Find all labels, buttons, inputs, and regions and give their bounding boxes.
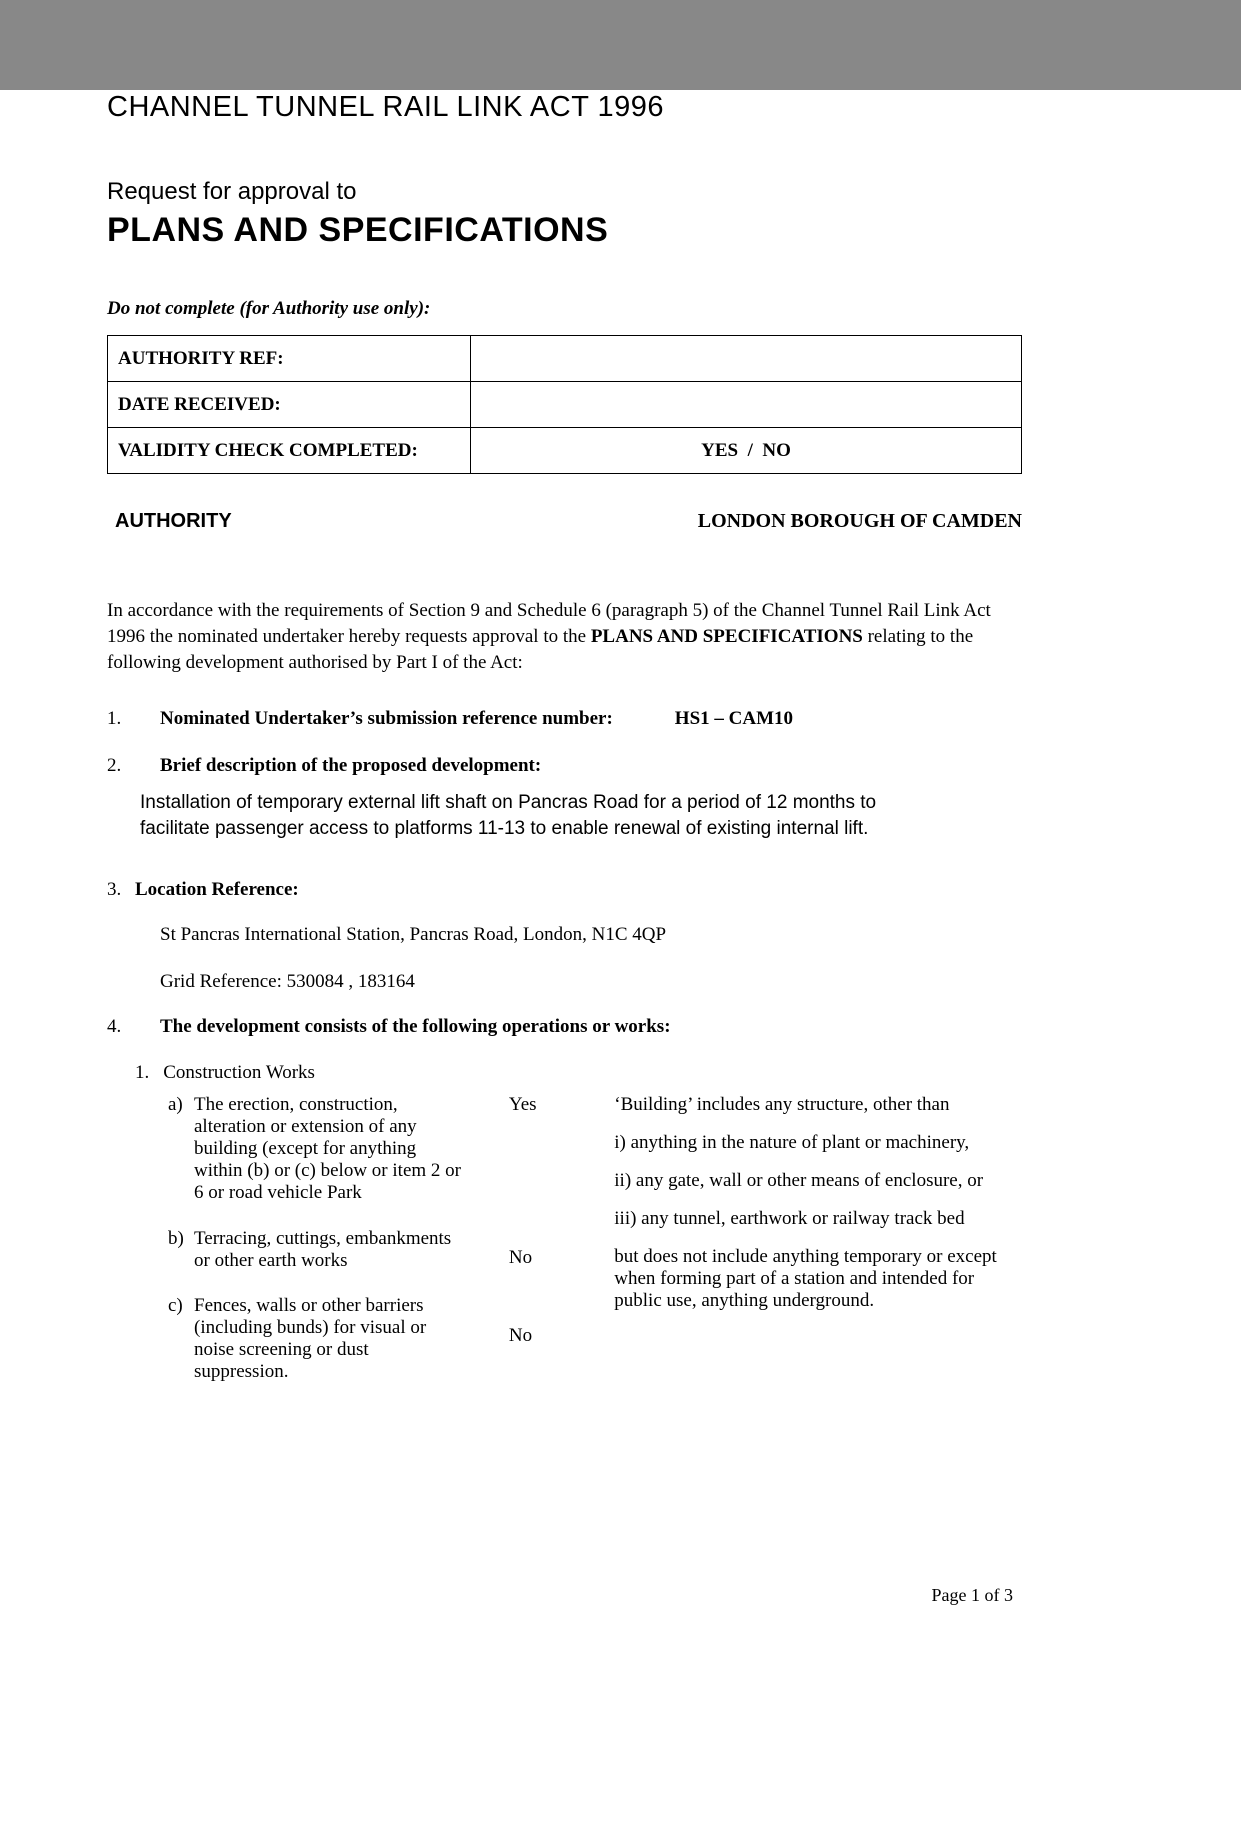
work-item-b-letter: b)	[168, 1228, 184, 1249]
submission-reference: HS1 – CAM10	[674, 708, 794, 729]
authority-ref-label: AUTHORITY REF:	[108, 336, 471, 382]
item-1-label: Nominated Undertaker’s submission reference number:	[160, 708, 613, 729]
item-3-label: Location Reference:	[135, 879, 299, 900]
answer-c: No	[508, 1325, 533, 1346]
work-item-c-letter: c)	[168, 1295, 183, 1316]
work-item-b	[168, 1228, 465, 1272]
item-2	[107, 755, 1022, 777]
works-section-number: 1.	[135, 1062, 150, 1083]
intro-bold: PLANS AND SPECIFICATIONS	[590, 626, 863, 647]
authority-ref-value	[471, 336, 1022, 382]
page-content	[0, 90, 1241, 1383]
document-title: PLANS AND SPECIFICATIONS	[107, 211, 609, 249]
grid-reference: Grid Reference: 530084 , 183164	[160, 971, 415, 992]
item-4-number: 4.	[107, 1016, 122, 1037]
authority-row	[107, 510, 1022, 532]
intro-text-after: relating to the following development authorised by Part I of the Act:	[107, 626, 974, 673]
item-1-number: 1.	[107, 708, 122, 729]
intro-paragraph	[107, 598, 1022, 676]
building-note: ‘Building’ includes any structure, other than	[614, 1094, 950, 1115]
item-2-number: 2.	[107, 755, 122, 776]
work-item-a-text: The erection, construction, alteration or extension of any building (except for anything within (b) or (c) below or item 2 or 6 or road vehicle Park	[194, 1094, 461, 1203]
item-4	[107, 1016, 1022, 1038]
date-received-label: DATE RECEIVED:	[108, 382, 471, 428]
validity-check-value: YES / NO	[471, 428, 1022, 474]
work-item-c	[168, 1295, 465, 1383]
page-number: Page 1 of 3	[931, 1585, 1013, 1605]
answer-b: No	[508, 1247, 533, 1268]
note-iii: iii) any tunnel, earthwork or railway track bed	[614, 1208, 965, 1229]
development-description: Installation of temporary external lift shaft on Pancras Road for a period of 12 months to facilitate passenger access to platforms 11-13 to enable renewal of existing internal lift.	[140, 792, 877, 839]
note-i: i) anything in the nature of plant or machinery,	[614, 1132, 970, 1153]
works-items-column	[168, 1094, 465, 1383]
date-received-value	[471, 382, 1022, 428]
validity-check-label: VALIDITY CHECK COMPLETED:	[108, 428, 471, 474]
works-grid	[168, 1094, 1022, 1383]
intro-text-before: In accordance with the requirements of Section 9 and Schedule 6 (paragraph 5) of the Channel Tunnel Rail Link Act 1996 the nominated undertaker hereby requests approval to the	[107, 600, 991, 647]
work-item-b-text: Terracing, cuttings, embankments or other earth works	[194, 1228, 452, 1271]
location-address: St Pancras International Station, Pancras Road, London, N1C 4QP	[160, 924, 667, 945]
work-item-c-text: Fences, walls or other barriers (including bunds) for visual or noise screening or dust suppression.	[194, 1295, 427, 1382]
request-line: Request for approval to	[107, 178, 357, 205]
authority-name: LONDON BOROUGH OF CAMDEN	[697, 510, 1022, 532]
works-section-heading	[135, 1062, 1022, 1084]
item-3-number: 3.	[107, 879, 122, 900]
work-item-a	[168, 1094, 465, 1204]
note-exclusion: but does not include anything temporary or except when forming part of a station and intended for public use, anything underground.	[614, 1246, 997, 1311]
works-notes-column	[614, 1094, 1022, 1383]
works-answers-column	[509, 1094, 568, 1383]
works-section-title: Construction Works	[163, 1062, 315, 1083]
table-row	[108, 428, 1022, 474]
work-item-a-letter: a)	[168, 1094, 183, 1115]
item-4-label: The development consists of the following operations or works:	[160, 1016, 671, 1037]
answer-a: Yes	[508, 1094, 537, 1115]
item-1	[107, 708, 1022, 730]
authority-table	[107, 335, 1022, 474]
table-row	[108, 382, 1022, 428]
item-3	[107, 879, 1022, 901]
authority-use-note: Do not complete (for Authority use only):	[107, 298, 431, 319]
document-page	[0, 90, 1241, 1844]
note-ii: ii) any gate, wall or other means of enclosure, or	[614, 1170, 984, 1191]
authority-label: AUTHORITY	[115, 510, 232, 532]
item-2-label: Brief description of the proposed development:	[160, 755, 542, 776]
act-title: CHANNEL TUNNEL RAIL LINK ACT 1996	[107, 91, 664, 123]
table-row	[108, 336, 1022, 382]
